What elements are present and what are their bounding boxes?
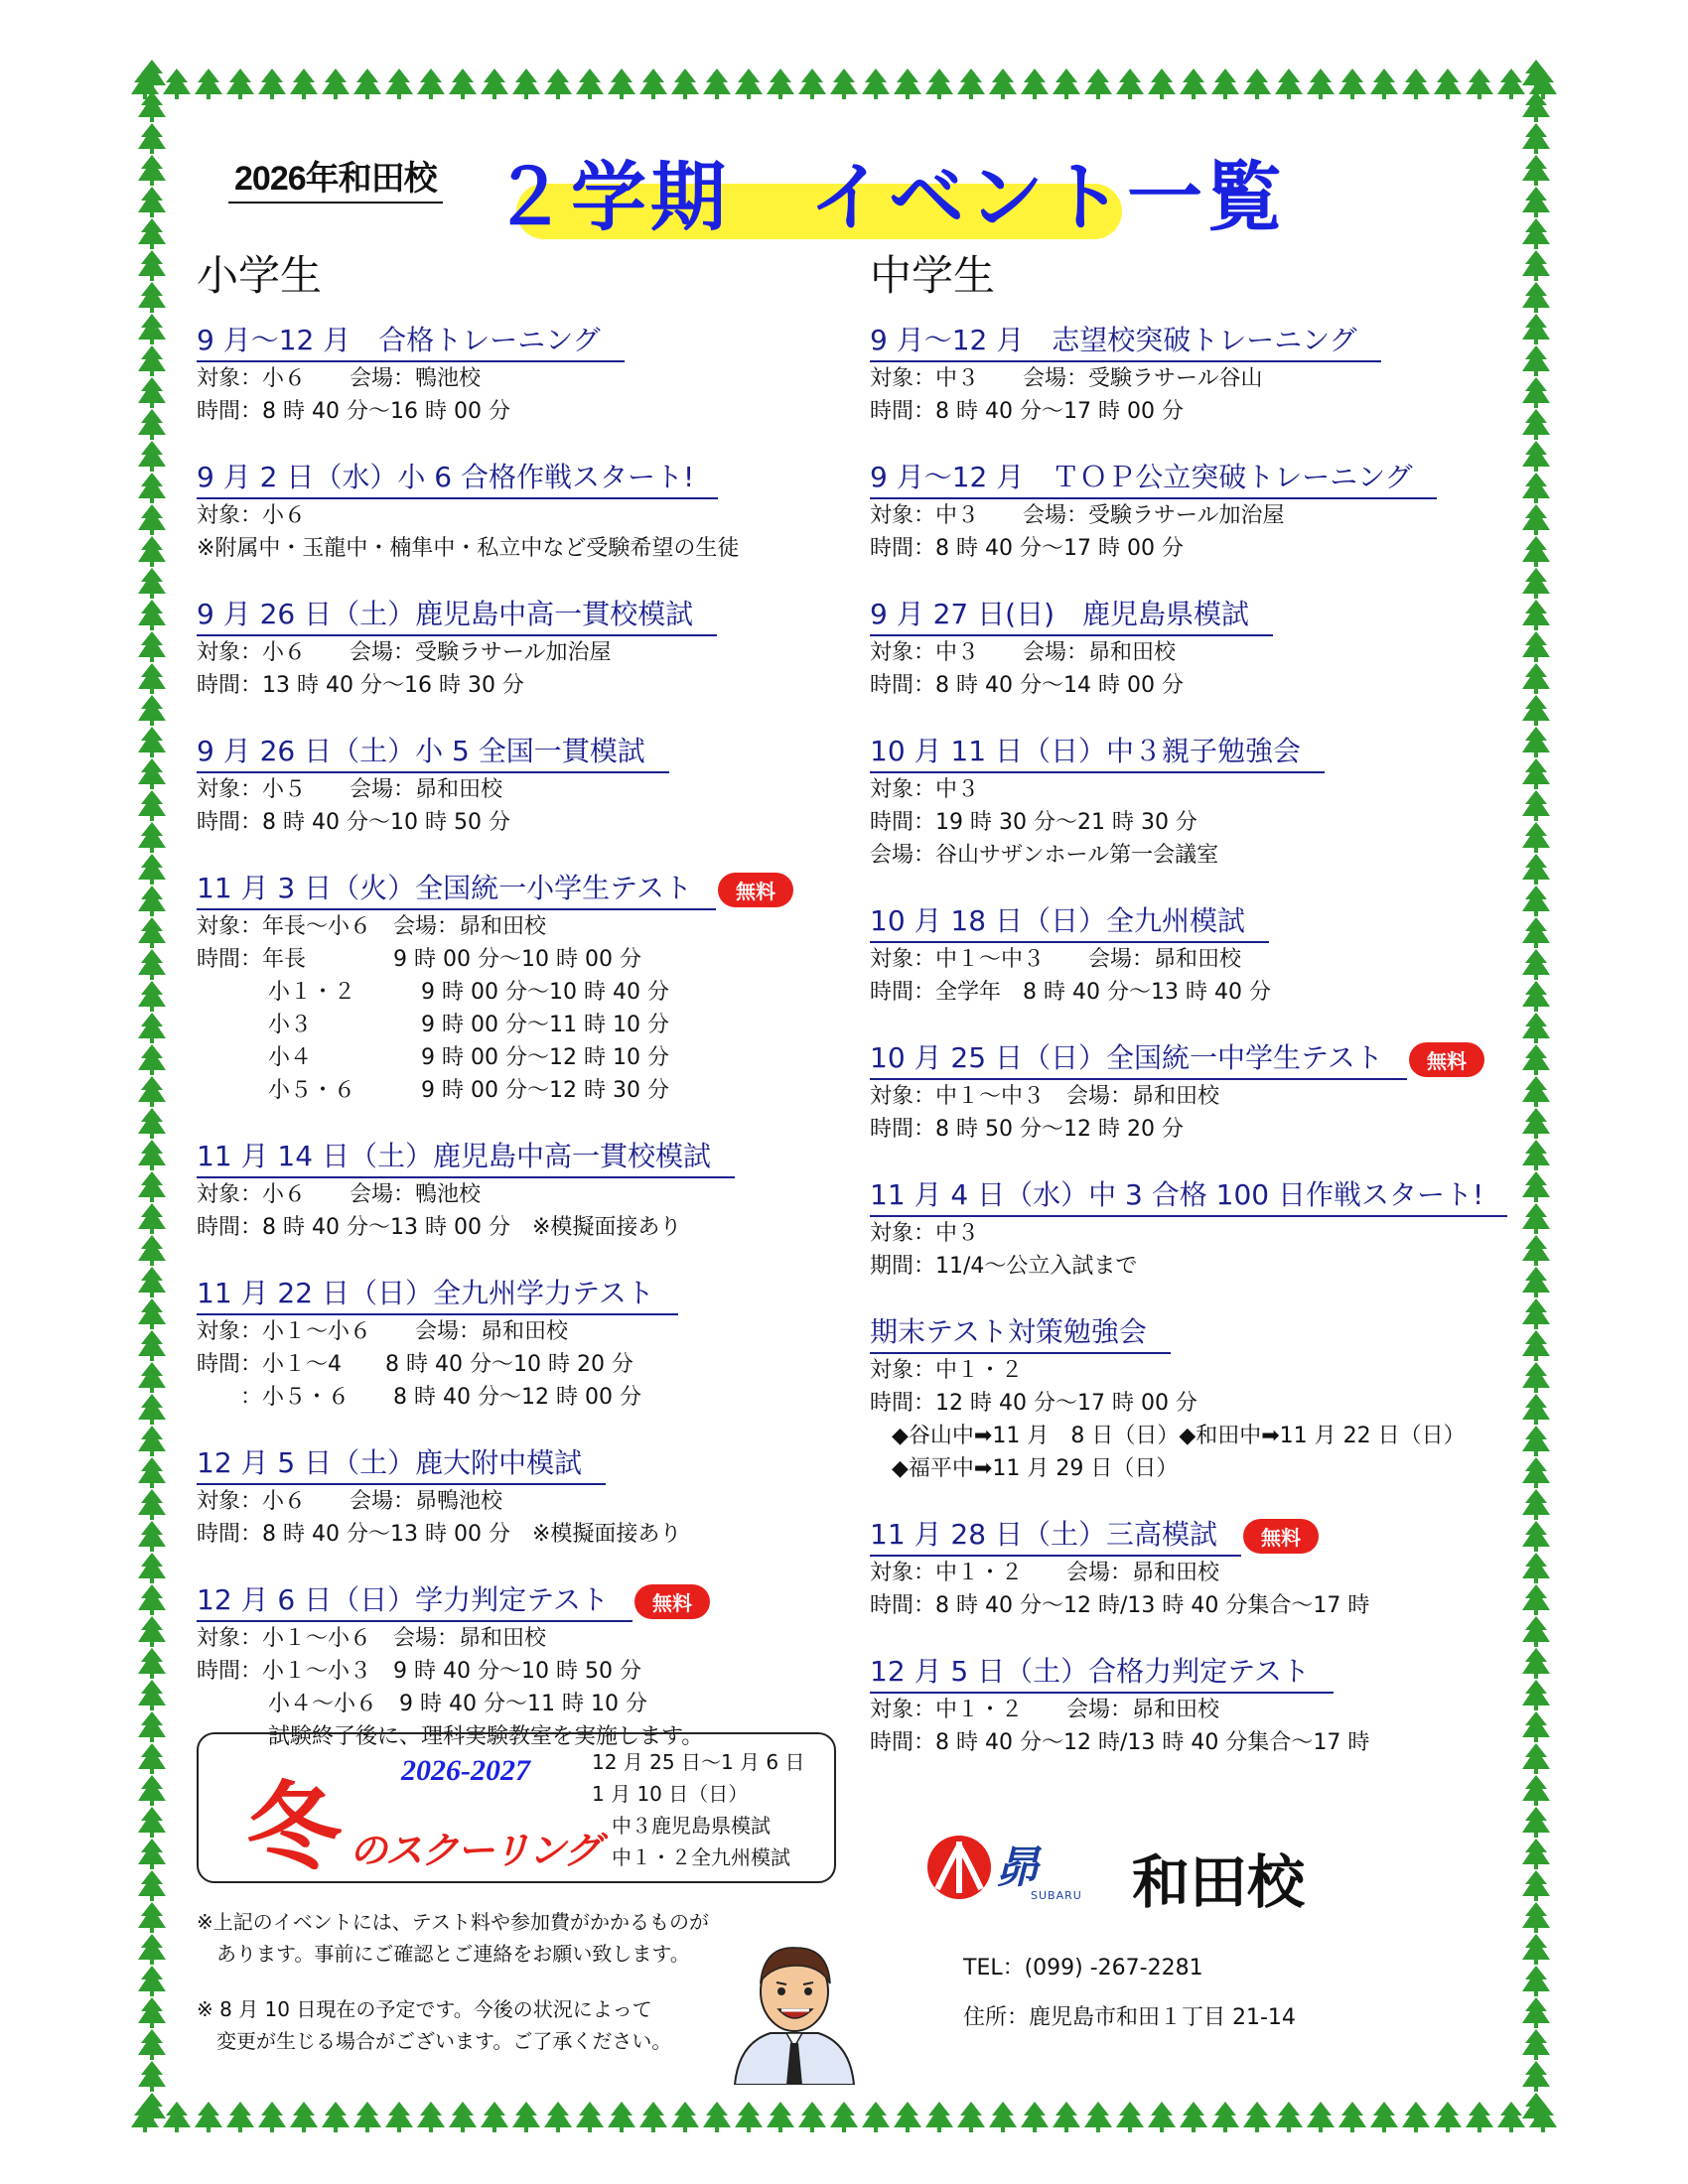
tree-border-left — [127, 60, 177, 2142]
event-detail-line: 時間：8 時 40 分～17 時 00 分 — [870, 399, 1184, 424]
event-item — [197, 458, 832, 565]
event-detail-line: 対象：小１～小６ 会場：昴和田校 — [197, 1626, 547, 1651]
event-detail-line: 対象：中１～中３ 会場：昴和田校 — [870, 947, 1242, 972]
event-item — [870, 732, 1505, 872]
event-title: 9 月 26 日（土）小 5 全国一貫模試 — [197, 732, 669, 773]
event-item — [870, 595, 1505, 702]
event-detail-line: 時間：小１～4 8 時 40 分～10 時 20 分 — [197, 1352, 633, 1377]
event-title: 10 月 11 日（日）中３親子勉強会 — [870, 732, 1325, 773]
event-detail-line: 会場：谷山サザンホール第一会議室 — [870, 843, 1219, 868]
event-item — [197, 1443, 832, 1551]
event-title: 10 月 25 日（日）全国統一中学生テスト — [870, 1038, 1407, 1080]
event-title: 12 月 5 日（土）合格力判定テスト — [870, 1652, 1334, 1694]
event-detail-line: 対象：中３ 会場：受験ラサール谷山 — [870, 366, 1263, 391]
brand-address: 住所：鹿児島市和田１丁目 21-14 — [963, 2005, 1296, 2030]
event-title: 11 月 28 日（土）三高模試 — [870, 1515, 1241, 1557]
event-title: 9 月 27 日(日) 鹿児島県模試 — [870, 595, 1273, 636]
event-item — [197, 1580, 832, 1753]
event-detail-line: 対象：年長～小６ 会場：昴和田校 — [197, 914, 547, 939]
brand-tel: TEL：(099) -267-2281 — [963, 1956, 1203, 1980]
free-badge: 無料 — [1243, 1519, 1319, 1554]
event-title: 11 月 4 日（水）中 3 合格 100 日作戦スタート! — [870, 1175, 1507, 1217]
event-item — [870, 1175, 1505, 1283]
winter-kanji: 冬 — [246, 1771, 342, 1883]
event-title: 11 月 3 日（火）全国統一小学生テスト — [197, 869, 716, 910]
winter-detail-line: 中３鹿児島県模試 — [592, 1814, 771, 1838]
event-detail-line: 小３ 9 時 00 分～11 時 10 分 — [268, 1013, 669, 1037]
event-title: 11 月 14 日（土）鹿児島中高一貫校模試 — [197, 1137, 735, 1178]
event-detail-line: 小４ 9 時 00 分～12 時 10 分 — [268, 1045, 669, 1070]
free-badge: 無料 — [1409, 1042, 1484, 1077]
event-title: 9 月～12 月 合格トレーニング — [197, 321, 625, 362]
event-detail-line: 期間：11/4～公立入試まで — [870, 1254, 1138, 1279]
event-detail-line: 対象：小６ 会場：受験ラサール加治屋 — [197, 640, 612, 665]
event-item — [870, 458, 1505, 565]
event-detail-line: 対象：中３ — [870, 777, 980, 802]
event-detail-line: 対象：中３ 会場：昴和田校 — [870, 640, 1177, 665]
winter-detail-line: 1 月 10 日（日） — [592, 1782, 749, 1806]
tree-border-bottom — [129, 2093, 1559, 2142]
event-detail-line: 対象：中１～中３ 会場：昴和田校 — [870, 1084, 1220, 1109]
school-year-label: 2026年和田校 — [228, 151, 443, 204]
event-detail-line: 対象：中１・２ — [870, 1358, 1024, 1383]
winter-detail-line: 12 月 25 日～1 月 6 日 — [592, 1750, 805, 1774]
note-line: ※上記のイベントには、テスト料や参加費がかかるものが — [197, 1910, 709, 1934]
event-item — [870, 1038, 1505, 1146]
page-title: ２学期 イベント一覧 — [492, 153, 1286, 241]
event-title: 9 月～12 月 ＴＯＰ公立突破トレーニング — [870, 458, 1437, 499]
event-detail-line: 時間：8 時 40 分～13 時 00 分 ※模擬面接あり — [197, 1522, 682, 1547]
elementary-column — [197, 243, 832, 1783]
event-item — [870, 1312, 1505, 1485]
event-title: 期末テスト対策勉強会 — [870, 1312, 1171, 1354]
brand-logo-text: 昴 — [995, 1843, 1039, 1893]
event-detail-line: 時間：年長 9 時 00 分～10 時 00 分 — [197, 947, 641, 972]
event-item — [870, 901, 1505, 1009]
event-title: 9 月 2 日（水）小 6 合格作戦スタート! — [197, 458, 718, 499]
event-detail-line: 対象：小６ — [197, 503, 307, 528]
event-detail-line: 時間：8 時 40 分～12 時/13 時 40 分集合～17 時 — [870, 1593, 1370, 1618]
event-detail-line: 小４～小６ 9 時 40 分～11 時 10 分 — [268, 1692, 647, 1716]
brand-logo-subtext: SUBARU — [1031, 1889, 1082, 1902]
winter-schooling-box — [197, 1732, 836, 1883]
winter-schooling-label: のスクーリング — [350, 1829, 600, 1872]
middle-event-list — [870, 321, 1505, 1759]
event-detail-line: 時間：8 時 40 分～14 時 00 分 — [870, 673, 1184, 698]
event-title: 10 月 18 日（日）全九州模試 — [870, 901, 1269, 943]
event-detail-line: ※附属中・玉龍中・楠隼中・私立中など受験希望の生徒 — [197, 536, 740, 561]
event-detail-line: 時間：19 時 30 分～21 時 30 分 — [870, 810, 1197, 835]
event-item — [197, 869, 832, 1107]
event-detail-line: 対象：中３ 会場：受験ラサール加治屋 — [870, 503, 1285, 528]
winter-years: 2026-2027 — [401, 1754, 530, 1787]
event-title: 9 月 26 日（土）鹿児島中高一貫校模試 — [197, 595, 717, 636]
event-detail-line: ◆福平中➡11 月 29 日（日） — [870, 1456, 1179, 1481]
notes — [197, 1906, 753, 2057]
teacher-mascot-illustration — [725, 1936, 864, 2085]
event-detail-line: 時間：全学年 8 時 40 分～13 時 40 分 — [870, 980, 1271, 1005]
elementary-event-list — [197, 321, 832, 1753]
event-item — [870, 1652, 1505, 1759]
event-item — [197, 595, 832, 702]
event-item — [197, 1274, 832, 1414]
brand-school-name: 和田校 — [1132, 1848, 1306, 1916]
tree-border-top — [129, 60, 1559, 109]
event-title: 9 月～12 月 志望校突破トレーニング — [870, 321, 1381, 362]
event-item — [197, 732, 832, 839]
event-detail-line: 時間：小１～小３ 9 時 40 分～10 時 50 分 — [197, 1659, 641, 1684]
event-detail-line: 時間：8 時 40 分～17 時 00 分 — [870, 536, 1184, 561]
event-title: 11 月 22 日（日）全九州学力テスト — [197, 1274, 678, 1315]
event-detail-line: 試験終了後に、理科実験教室を実施します。 — [268, 1724, 704, 1749]
event-item — [870, 321, 1505, 428]
event-detail-line: ：小５・６ 8 時 40 分～12 時 00 分 — [197, 1385, 641, 1410]
event-detail-line: 対象：小６ 会場：鴨池校 — [197, 366, 482, 391]
event-title: 12 月 5 日（土）鹿大附中模試 — [197, 1443, 606, 1485]
event-detail-line: 時間：8 時 50 分～12 時 20 分 — [870, 1117, 1184, 1142]
subaru-logo-icon — [923, 1832, 995, 1903]
tree-border-right — [1511, 60, 1561, 2142]
winter-details — [592, 1746, 805, 1873]
event-detail-line: 対象：小６ 会場：昴鴨池校 — [197, 1489, 503, 1514]
event-detail-line: 小５・６ 9 時 00 分～12 時 30 分 — [268, 1078, 669, 1103]
event-detail-line: 時間：12 時 40 分～17 時 00 分 — [870, 1391, 1197, 1416]
event-detail-line: 時間：8 時 40 分～12 時/13 時 40 分集合～17 時 — [870, 1730, 1370, 1755]
event-detail-line: 時間：8 時 40 分～10 時 50 分 — [197, 810, 510, 835]
event-item — [197, 321, 832, 428]
event-detail-line: 時間：13 時 40 分～16 時 30 分 — [197, 673, 524, 698]
note-line: あります。事前にご確認とご連絡をお願い致します。 — [197, 1942, 690, 1966]
note-line: ※ 8 月 10 日現在の予定です。今後の状況によって — [197, 1997, 652, 2021]
event-detail-line: 対象：中３ — [870, 1221, 980, 1246]
free-badge: 無料 — [718, 873, 793, 907]
event-detail-line: 対象：小６ 会場：鴨池校 — [197, 1182, 482, 1207]
event-detail-line: 対象：中１・２ 会場：昴和田校 — [870, 1561, 1220, 1585]
event-detail-line: 対象：中１・２ 会場：昴和田校 — [870, 1698, 1220, 1722]
event-title: 12 月 6 日（日）学力判定テスト — [197, 1580, 633, 1622]
middle-column — [870, 243, 1505, 1789]
event-detail-line: ◆谷山中➡11 月 8 日（日）◆和田中➡11 月 22 日（日） — [870, 1424, 1466, 1448]
event-detail-line: 小１・２ 9 時 00 分～10 時 40 分 — [268, 980, 669, 1005]
winter-detail-line: 中１・２全九州模試 — [592, 1845, 790, 1869]
free-badge: 無料 — [634, 1584, 710, 1619]
note-line: 変更が生じる場合がございます。ご了承ください。 — [197, 2029, 672, 2053]
event-detail-line: 対象：小５ 会場：昴和田校 — [197, 777, 503, 802]
event-item — [197, 1137, 832, 1244]
flyer-content — [189, 129, 1499, 2085]
event-detail-line: 時間：8 時 40 分～16 時 00 分 — [197, 399, 510, 424]
elementary-heading: 小学生 — [197, 251, 323, 300]
event-detail-line: 時間：8 時 40 分～13 時 00 分 ※模擬面接あり — [197, 1215, 682, 1240]
event-item — [870, 1515, 1505, 1622]
middle-heading: 中学生 — [870, 251, 996, 300]
event-detail-line: 対象：小１～小６ 会場：昴和田校 — [197, 1319, 569, 1344]
